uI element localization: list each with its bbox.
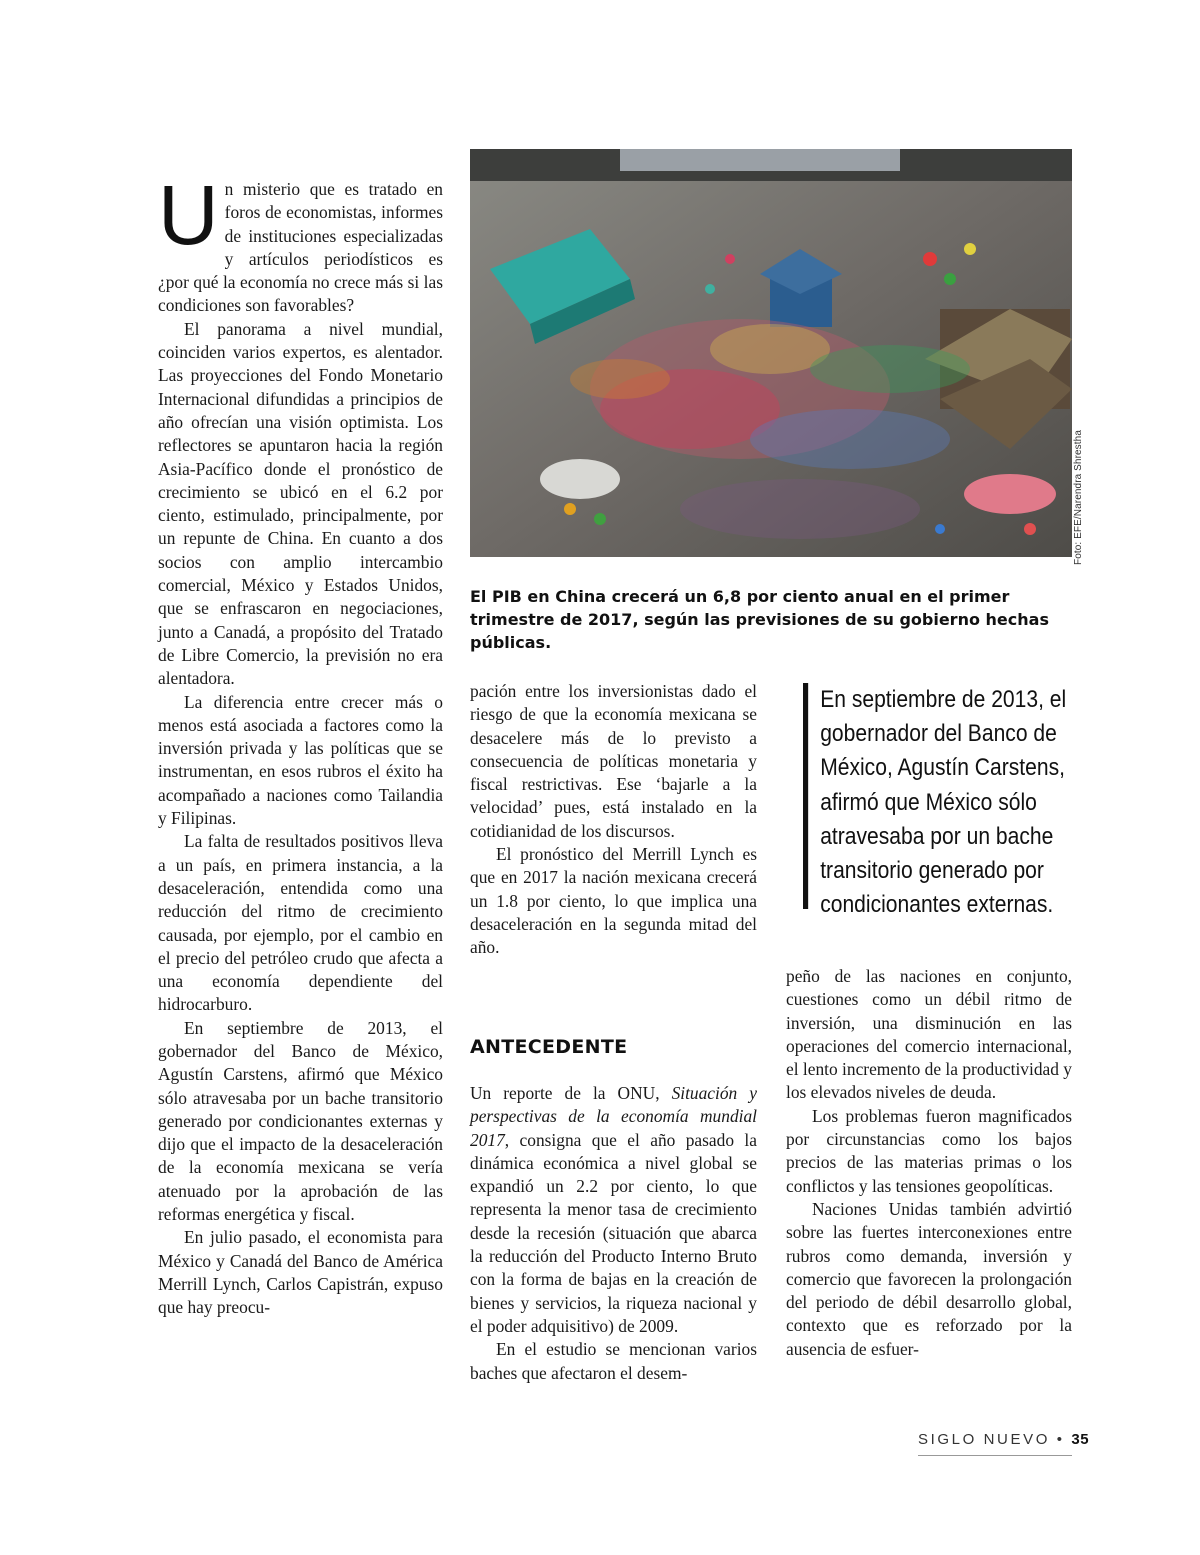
page-folio bbox=[918, 1431, 1090, 1448]
market-photo bbox=[470, 149, 1072, 557]
column-2-bottom bbox=[470, 1082, 757, 1385]
paragraph: Naciones Unidas también advirtió sobre las fuertes interconexiones entre rubros como demanda, inversión y comercio que favorecen la prolongación del periodo de débil desarrollo global, contexto que es reforzado por la ausencia de esfuer- bbox=[786, 1198, 1072, 1359]
paragraph: En el estudio se mencionan varios baches que afectaron el desem- bbox=[470, 1339, 757, 1383]
opening-paragraph bbox=[158, 168, 443, 318]
market-photo-illustration bbox=[470, 149, 1072, 557]
photo-caption: El PIB en China crecerá un 6,8 por ciento anual en el primer trimestre de 2017, según las previsiones de su gobierno hechas públicas. bbox=[470, 587, 1049, 652]
paragraph: La diferencia entre crecer más o menos está asociada a factores como la inversión privada y las políticas que se instrumentan, en esos rubros el éxito ha acompañado a naciones como Tailandia y Filipinas. bbox=[158, 691, 443, 829]
paragraph bbox=[470, 1082, 757, 1338]
paragraph: En septiembre de 2013, el gobernador del Banco de México, Agustín Carstens, afirmó que México sólo atravesaba por un bache transitorio generado por condicionantes externas y dijo que el impacto de la desaceleración de la economía mexicana se vería atenuado por la aprobación de las reformas energética y fiscal. bbox=[158, 1017, 443, 1225]
report-title: Situación y perspectivas de la economía mundial 2017 bbox=[470, 1083, 757, 1150]
page-number: 35 bbox=[1071, 1431, 1090, 1448]
column-2-top bbox=[470, 680, 757, 960]
drop-cap: U bbox=[158, 168, 219, 262]
paragraph: El pronóstico del Merrill Lynch es que en 2017 la nación mexicana crecerá un 1.8 por ciento, lo que implica una desaceleración en la segunda mitad del año. bbox=[470, 844, 757, 958]
column-3 bbox=[786, 965, 1072, 1361]
paragraph: Los problemas fueron magnificados por circunstancias como los bajos precios de las materias primas o los conflictos y las tensiones geopolíticas. bbox=[786, 1105, 1072, 1196]
column-1 bbox=[158, 168, 443, 1320]
magazine-name: SIGLO NUEVO bbox=[918, 1431, 1050, 1448]
folio-rule bbox=[918, 1455, 1072, 1456]
paragraph: peño de las naciones en conjunto, cuestiones como un débil ritmo de inversión, una disminución en las operaciones del comercio internacional, el lento incremento de la productividad y los elevados niveles de deuda. bbox=[786, 966, 1072, 1103]
pull-quote-text: En septiembre de 2013, el gobernador del Banco de México, Agustín Carstens, afirmó que México sólo atravesaba por un bache transitorio generado por condicionantes externas. bbox=[820, 686, 1067, 919]
folio-separator: • bbox=[1056, 1431, 1065, 1448]
photo-credit: Foto: EFE/Narendra Shrestha bbox=[1073, 430, 1084, 565]
paragraph: La falta de resultados positivos lleva a un país, en primera instancia, a la desaceleración, entendida como una reducción del ritmo de crecimiento causada, por ejemplo, por el cambio en el precio del petróleo crudo que afecta a una economía dependiente del hidrocarburo. bbox=[158, 831, 443, 1015]
paragraph: En julio pasado, el economista para México y Canadá del Banco de América Merrill Lynch, Carlos Capistrán, expuso que hay preocu- bbox=[158, 1227, 443, 1318]
paragraph: El panorama a nivel mundial, coinciden varios expertos, es alentador. Las proyecciones del Fondo Monetario Internacional difundidas a principios de año ofrecían una visión optimista. Los reflectores se apuntaron hacia la región Asia-Pacífico donde el pronóstico de crecimiento se ubicó en el 6.2 por ciento, estimulado, principalmente, por un repunte de China. En cuanto a dos socios con amplio intercambio comercial, México y Estados Unidos, que se enfrascaron en negociaciones, junto a Canadá, a propósito del Tratado de Libre Comercio, la previsión no era alentadora. bbox=[158, 318, 443, 689]
section-heading: ANTECEDENTE bbox=[470, 1036, 628, 1058]
paragraph: pación entre los inversionistas dado el riesgo de que la economía mexicana se desacelere más de lo previsto a consecuencia de políticas monetaria y fiscal restrictivas. Ese ‘bajarle a la velocidad’ pues, está instalado en la cotidianidad de los discursos. bbox=[470, 681, 757, 841]
pull-quote bbox=[803, 683, 1067, 919]
opening-paragraph-text: n misterio que es tratado en foros de economistas, informes de instituciones especializadas y artículos periodísticos es ¿por qué la economía no crece más si las condiciones son favorables? bbox=[158, 179, 443, 316]
text-run: Un reporte de la ONU, bbox=[470, 1083, 672, 1103]
text-run: , consigna que el año pasado la dinámica económica a nivel global se expandió un 2.2 por ciento, lo que representa la menor tasa de crecimiento desde la recesión (situación que abarca la reducción del Producto Interno Bruto con la forma de bajas en la creación de bienes y servicios, la riqueza nacional y el poder adquisitivo) de 2009. bbox=[470, 1129, 757, 1336]
